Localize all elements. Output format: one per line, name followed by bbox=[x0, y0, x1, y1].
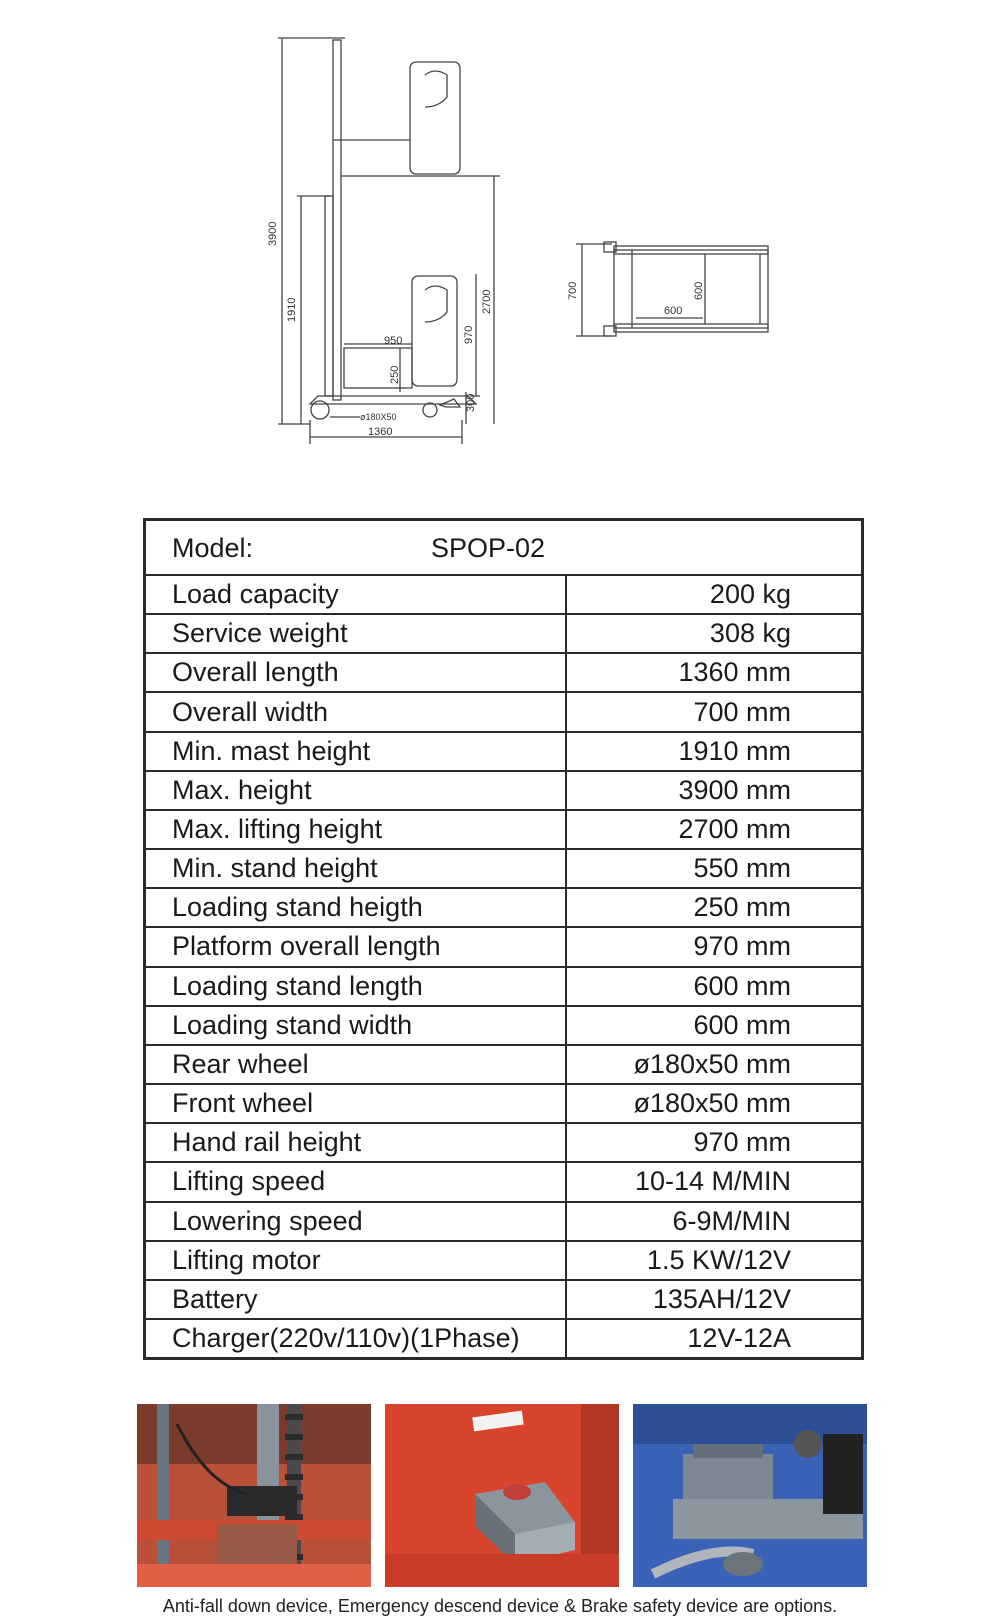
spec-value: ø180x50 mm bbox=[633, 1088, 791, 1119]
technical-drawing bbox=[0, 0, 1000, 470]
dim-wheel: ø180X50 bbox=[360, 412, 397, 422]
spec-name: Rear wheel bbox=[146, 1046, 567, 1083]
spec-name: Min. stand height bbox=[146, 850, 567, 887]
spec-value: 1360 mm bbox=[678, 657, 791, 688]
spec-name: Battery bbox=[146, 1281, 567, 1318]
dim-700: 700 bbox=[567, 281, 579, 300]
spec-value: 700 mm bbox=[693, 696, 791, 727]
dim-250: 250 bbox=[389, 365, 401, 384]
spec-value: 970 mm bbox=[693, 1127, 791, 1158]
spec-value: ø180x50 mm bbox=[633, 1048, 791, 1079]
dim-300: 300 bbox=[465, 393, 477, 412]
table-row bbox=[146, 615, 861, 654]
dim-600-width: 600 bbox=[693, 281, 705, 300]
spec-name: Load capacity bbox=[146, 576, 567, 613]
drawing-svg bbox=[0, 0, 1000, 470]
spec-name: Hand rail height bbox=[146, 1124, 567, 1161]
table-row bbox=[146, 1007, 861, 1046]
spec-value: 2700 mm bbox=[678, 814, 791, 845]
spec-value: 1.5 KW/12V bbox=[646, 1244, 791, 1275]
dim-950: 950 bbox=[384, 335, 403, 347]
photo-caption: Anti-fall down device, Emergency descend device & Brake safety device are options. bbox=[162, 1596, 838, 1616]
dim-3900: 3900 bbox=[267, 221, 279, 246]
spec-value: 10-14 M/MIN bbox=[634, 1166, 791, 1197]
spec-name: Loading stand width bbox=[146, 1007, 567, 1044]
table-row bbox=[146, 693, 861, 732]
table-row bbox=[146, 928, 861, 967]
spec-name: Lifting speed bbox=[146, 1163, 567, 1200]
photo-strip bbox=[137, 1404, 867, 1587]
table-row bbox=[146, 1242, 861, 1281]
table-row bbox=[146, 772, 861, 811]
table-row bbox=[146, 1163, 861, 1202]
spec-name: Charger(220v/110v)(1Phase) bbox=[146, 1320, 567, 1357]
table-row bbox=[146, 1203, 861, 1242]
spec-name: Loading stand length bbox=[146, 968, 567, 1005]
spec-name: Lifting motor bbox=[146, 1242, 567, 1279]
dim-1910: 1910 bbox=[286, 297, 298, 322]
table-row bbox=[146, 576, 861, 615]
table-row bbox=[146, 733, 861, 772]
model-label: Model: bbox=[172, 533, 254, 563]
spec-name: Overall length bbox=[146, 654, 567, 691]
table-row bbox=[146, 654, 861, 693]
top-view bbox=[576, 242, 768, 336]
spec-value: 970 mm bbox=[693, 931, 791, 962]
dim-970: 970 bbox=[463, 325, 475, 344]
emergency-descend-device-photo bbox=[385, 1404, 619, 1587]
model-value: SPOP-02 bbox=[431, 533, 546, 563]
dim-2700: 2700 bbox=[481, 289, 493, 314]
spec-name: Lowering speed bbox=[146, 1203, 567, 1240]
spec-name: Front wheel bbox=[146, 1085, 567, 1122]
spec-name: Loading stand heigth bbox=[146, 889, 567, 926]
spec-value: 135AH/12V bbox=[652, 1283, 791, 1314]
spec-value: 550 mm bbox=[693, 853, 791, 884]
spec-table bbox=[143, 518, 864, 1360]
spec-value: 12V-12A bbox=[687, 1323, 791, 1354]
spec-value: 600 mm bbox=[693, 970, 791, 1001]
top-view-labels bbox=[567, 282, 705, 317]
spec-value: 600 mm bbox=[693, 1009, 791, 1040]
table-row bbox=[146, 1320, 861, 1357]
spec-value: 1910 mm bbox=[678, 735, 791, 766]
spec-name: Platform overall length bbox=[146, 928, 567, 965]
brake-safety-device-photo bbox=[633, 1404, 867, 1587]
spec-name: Overall width bbox=[146, 693, 567, 730]
spec-value: 6-9M/MIN bbox=[672, 1205, 791, 1236]
table-row bbox=[146, 889, 861, 928]
table-row bbox=[146, 1085, 861, 1124]
table-row bbox=[146, 1046, 861, 1085]
table-row bbox=[146, 850, 861, 889]
spec-name: Max. height bbox=[146, 772, 567, 809]
spec-name: Min. mast height bbox=[146, 733, 567, 770]
table-row bbox=[146, 1124, 861, 1163]
anti-fall-device-photo bbox=[137, 1404, 371, 1587]
model-row bbox=[146, 521, 861, 576]
spec-value: 3900 mm bbox=[678, 774, 791, 805]
spec-value: 308 kg bbox=[709, 618, 791, 649]
dim-1360: 1360 bbox=[368, 426, 393, 438]
dim-600-length: 600 bbox=[664, 305, 683, 317]
table-row bbox=[146, 1281, 861, 1320]
spec-value: 250 mm bbox=[693, 892, 791, 923]
table-row bbox=[146, 811, 861, 850]
table-row bbox=[146, 968, 861, 1007]
spec-name: Max. lifting height bbox=[146, 811, 567, 848]
spec-name: Service weight bbox=[146, 615, 567, 652]
spec-value: 200 kg bbox=[709, 579, 791, 610]
